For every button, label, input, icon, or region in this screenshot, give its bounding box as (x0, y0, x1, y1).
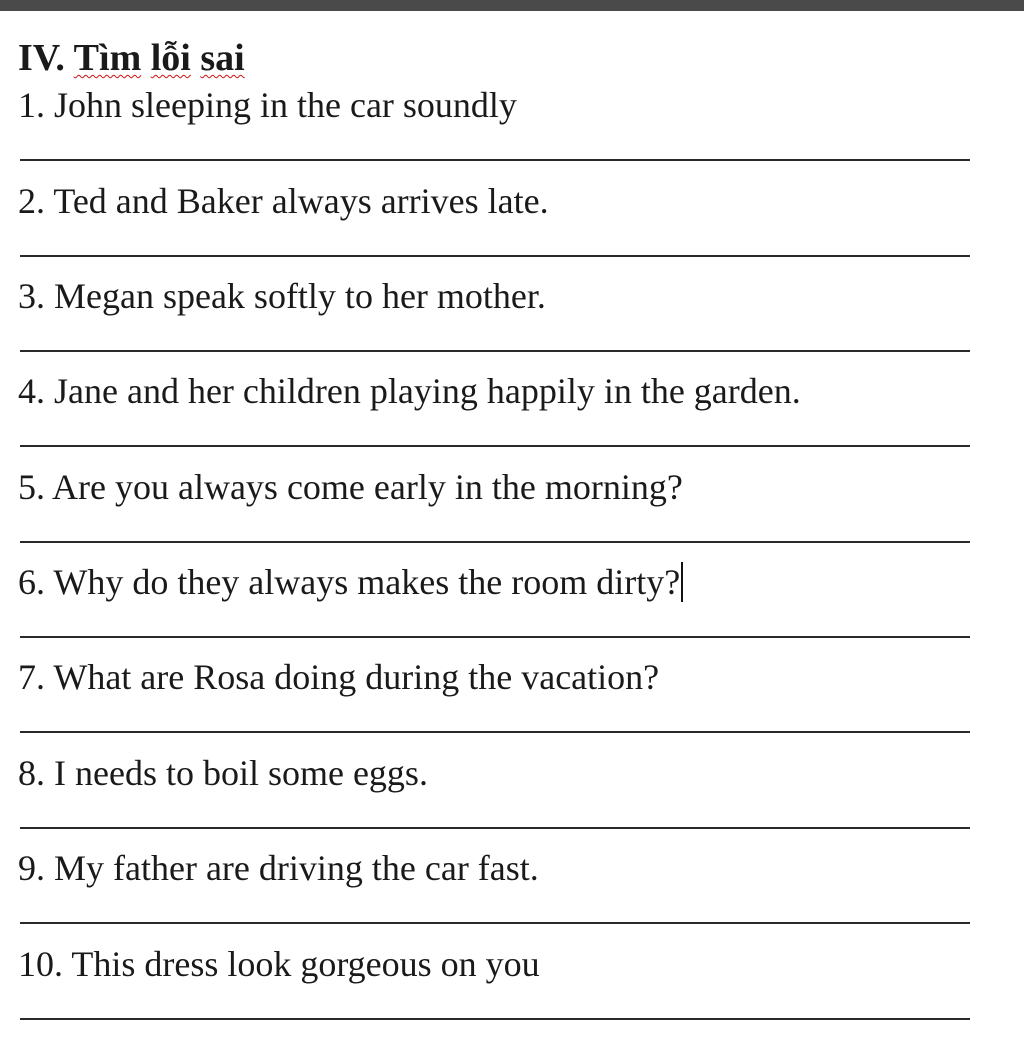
exercise-item-8 (18, 752, 978, 848)
answer-line[interactable] (20, 731, 970, 733)
answer-line[interactable] (20, 827, 970, 829)
exercise-item-7 (18, 656, 978, 752)
exercise-sentence[interactable]: 3. Megan speak softly to her mother. (18, 276, 546, 316)
text-cursor (681, 562, 683, 602)
exercise-item-2 (18, 180, 978, 276)
answer-line[interactable] (20, 922, 970, 924)
exercise-sentence[interactable]: 8. I needs to boil some eggs. (18, 753, 428, 793)
answer-line[interactable] (20, 255, 970, 257)
title-word-tim: Tìm (73, 37, 142, 79)
section-heading (18, 36, 245, 80)
answer-line[interactable] (20, 541, 970, 543)
title-word-loi: lỗi (150, 37, 191, 79)
exercise-sentence-container[interactable] (18, 561, 683, 603)
exercise-sentence[interactable]: 2. Ted and Baker always arrives late. (18, 181, 549, 221)
title-word-sai: sai (200, 37, 245, 79)
answer-line[interactable] (20, 636, 970, 638)
exercise-item-10 (18, 943, 978, 1039)
exercise-item-1 (18, 84, 978, 180)
exercise-item-5 (18, 466, 978, 562)
exercise-sentence[interactable]: 7. What are Rosa doing during the vacation? (18, 657, 660, 697)
exercise-sentence[interactable]: 10. This dress look gorgeous on you (18, 944, 540, 984)
exercise-sentence[interactable]: 6. Why do they always makes the room dirty? (18, 562, 681, 602)
exercise-sentence[interactable]: 4. Jane and her children playing happily in the garden. (18, 371, 801, 411)
exercise-item-9 (18, 847, 978, 943)
exercise-item-3 (18, 275, 978, 371)
section-number: IV. (18, 37, 65, 79)
exercise-sentence[interactable]: 1. John sleeping in the car soundly (18, 85, 517, 125)
answer-line[interactable] (20, 159, 970, 161)
exercise-item-6 (18, 561, 978, 657)
exercise-item-4 (18, 370, 978, 466)
answer-line[interactable] (20, 1018, 970, 1020)
exercise-sentence[interactable]: 5. Are you always come early in the morning? (18, 467, 683, 507)
exercise-sentence[interactable]: 9. My father are driving the car fast. (18, 848, 539, 888)
answer-line[interactable] (20, 350, 970, 352)
window-top-bar (0, 0, 1024, 11)
answer-line[interactable] (20, 445, 970, 447)
